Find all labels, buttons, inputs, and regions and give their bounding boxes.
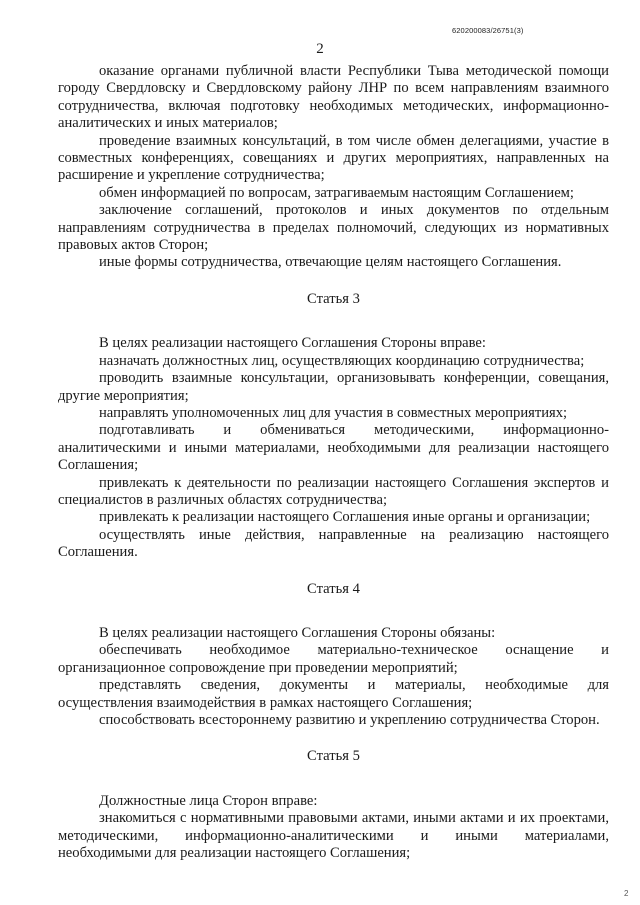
paragraph: оказание органами публичной власти Республики Тыва методической помощи городу Свердловску и Свердловскому району ЛНР по всем направлениям взаимного сотрудничества, включая подготовку необходимых методических, информационно-аналитических и иных материалов; xyxy=(58,63,609,132)
paragraph: привлекать к реализации настоящего Соглашения иные органы и организации; xyxy=(99,509,591,526)
paragraph: проведение взаимных консультаций, в том числе обмен делегациями, участие в совместных конференциях, совещаниях и других мероприятиях, направленных на расширение и укрепление сотрудничества; xyxy=(58,132,609,184)
paragraph: заключение соглашений, протоколов и иных документов по отдельным направлениям сотрудничества в пределах полномочий, следующих из нормативных правовых актов Сторон; xyxy=(58,202,609,254)
paragraph: осуществлять иные действия, направленные на реализацию настоящего Соглашения. xyxy=(58,526,609,561)
paragraph: В целях реализации настоящего Соглашения Стороны вправе: xyxy=(99,335,486,352)
paragraph: обеспечивать необходимое материально-техническое оснащение и организационное сопровождение при проведении мероприятий; xyxy=(58,642,609,676)
paragraph: направлять уполномоченных лиц для участия в совместных мероприятиях; xyxy=(99,404,568,421)
paragraph: В целях реализации настоящего Соглашения Стороны обязаны: xyxy=(99,624,496,641)
document-number: 620200083/26751(3) xyxy=(452,26,524,35)
paragraph: проводить взаимные консультации, организовывать конференции, совещания, другие мероприятия; xyxy=(58,370,609,404)
paragraph: способствовать всестороннему развитию и укреплению сотрудничества Сторон. xyxy=(99,712,600,728)
article-heading: Статья 5 xyxy=(307,748,360,765)
paragraph: представлять сведения, документы и материалы, необходимые для осуществления взаимодействия в рамках настоящего Соглашения; xyxy=(58,677,609,711)
paragraph: подготавливать и обмениваться методическими, информационно-аналитическими и иными материалами, необходимыми для реализации настоящего Соглашения; xyxy=(58,422,609,474)
corner-mark: 2 xyxy=(624,889,629,898)
paragraph: обмен информацией по вопросам, затрагиваемым настоящим Соглашением; xyxy=(99,184,574,201)
article-heading: Статья 4 xyxy=(307,580,360,597)
paragraph: привлекать к деятельности по реализации настоящего Соглашения экспертов и специалистов в различных областях сотрудничества; xyxy=(58,474,609,508)
page-number: 2 xyxy=(316,41,324,57)
document-body xyxy=(58,63,609,862)
paragraph: назначать должностных лиц, осуществляющих координацию сотрудничества; xyxy=(99,352,585,369)
paragraph: иные формы сотрудничества, отвечающие целям настоящего Соглашения. xyxy=(99,254,562,271)
article-heading: Статья 3 xyxy=(307,290,360,307)
paragraph: знакомиться с нормативными правовыми актами, иными актами и их проектами, методическими, информационно-аналитическими и иными материалами, необходимыми для реализации настоящего Соглашения; xyxy=(58,810,609,862)
paragraph: Должностные лица Сторон вправе: xyxy=(99,792,318,809)
